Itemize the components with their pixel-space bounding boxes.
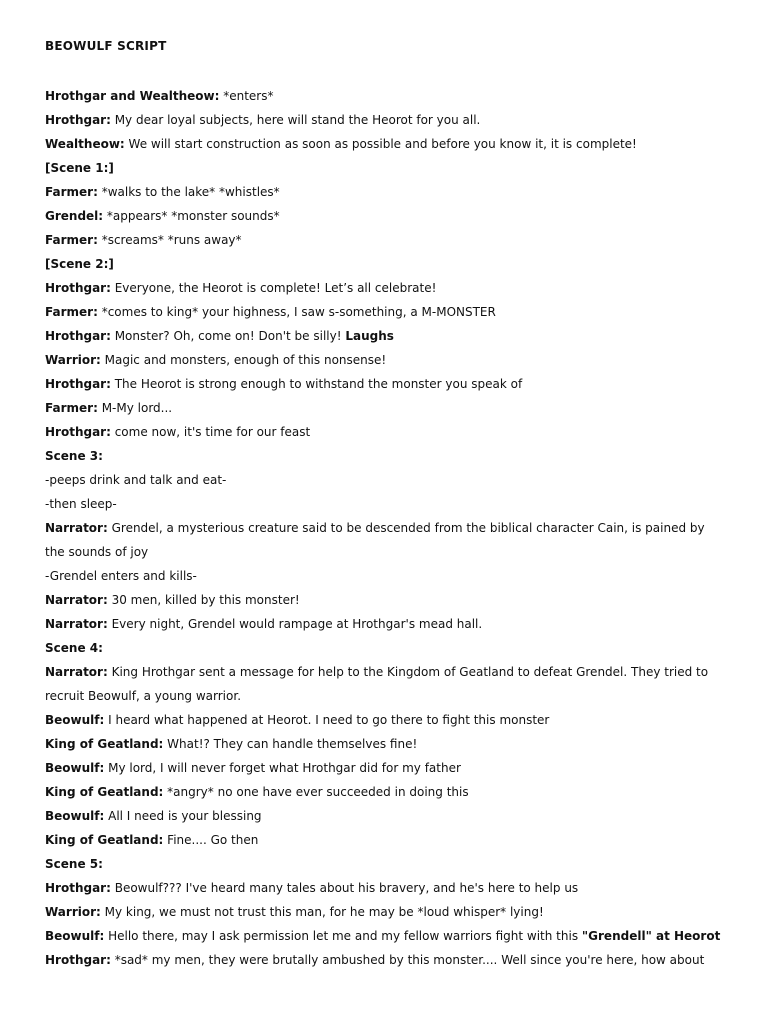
dialogue-text: We will start construction as soon as possible and before you know it, it is complete! [124,137,637,151]
dialogue-text: *sad* my men, they were brutally ambushed by this monster.... Well since you're here, how about [110,953,705,967]
dialogue-text: What!? They can handle themselves fine! [163,737,418,751]
speaker-name: Hrothgar and Wealtheow: [45,89,220,103]
script-title: BEOWULF SCRIPT [45,39,167,53]
speaker-name: Narrator: [45,593,108,607]
speaker-name: Farmer: [45,305,98,319]
speaker-name: Scene 5: [45,857,103,871]
script-line [45,423,725,447]
speaker-name: Warrior: [45,905,101,919]
script-line [45,615,725,639]
script-body [45,87,725,975]
script-line [45,279,725,303]
dialogue-text: -peeps drink and talk and eat- [45,473,227,487]
dialogue-text: I heard what happened at Heorot. I need to go there to fight this monster [104,713,550,727]
speaker-name: Hrothgar: [45,881,111,895]
speaker-name: Farmer: [45,401,98,415]
dialogue-text: Every night, Grendel would rampage at Hrothgar's mead hall. [107,617,483,631]
dialogue-text: -Grendel enters and kills- [45,569,197,583]
script-line [45,519,725,543]
speaker-name: Warrior: [45,353,101,367]
speaker-name: Hrothgar: [45,113,111,127]
script-line [45,351,725,375]
script-line [45,303,725,327]
script-line [45,831,725,855]
speaker-name: King of Geatland: [45,833,164,847]
dialogue-text: My lord, I will never forget what Hrothgar did for my father [104,761,461,775]
dialogue-emphasis: "Grendell" at Heorot [581,929,721,943]
script-line [45,927,725,951]
script-line [45,183,725,207]
dialogue-text: Beowulf??? I've heard many tales about his bravery, and he's here to help us [110,881,579,895]
dialogue-text: -then sleep- [45,497,117,511]
speaker-name: Narrator: [45,665,108,679]
speaker-name: Hrothgar: [45,953,111,967]
dialogue-text: come now, it's time for our feast [110,425,311,439]
speaker-name: King of Geatland: [45,785,164,799]
dialogue-text: recruit Beowulf, a young warrior. [45,689,242,703]
script-line [45,567,725,591]
script-line [45,759,725,783]
script-line [45,495,725,519]
dialogue-text: My dear loyal subjects, here will stand the Heorot for you all. [110,113,481,127]
dialogue-text: Everyone, the Heorot is complete! Let’s all celebrate! [110,281,437,295]
script-line [45,639,725,663]
dialogue-text: *walks to the lake* *whistles* [97,185,280,199]
script-line [45,255,725,279]
dialogue-text: *enters* [219,89,274,103]
dialogue-text: Magic and monsters, enough of this nonsense! [100,353,387,367]
script-line [45,447,725,471]
dialogue-text: Grendel, a mysterious creature said to be descended from the biblical character Cain, is pained by [107,521,705,535]
script-line [45,135,725,159]
script-line [45,855,725,879]
script-line [45,663,725,687]
speaker-name: Grendel: [45,209,104,223]
speaker-name: Beowulf: [45,809,105,823]
speaker-name: King of Geatland: [45,737,164,751]
speaker-name: Farmer: [45,185,98,199]
dialogue-emphasis: Laughs [345,329,394,343]
script-line [45,543,725,567]
speaker-name: [Scene 1:] [45,161,114,175]
speaker-name: Hrothgar: [45,281,111,295]
dialogue-text: the sounds of joy [45,545,149,559]
script-line [45,87,725,111]
speaker-name: Beowulf: [45,713,105,727]
speaker-name: Narrator: [45,617,108,631]
script-line [45,807,725,831]
script-line [45,375,725,399]
dialogue-text: Fine.... Go then [163,833,259,847]
dialogue-text: M-My lord... [97,401,173,415]
script-line [45,207,725,231]
dialogue-text: My king, we must not trust this man, for he may be *loud whisper* lying! [100,905,544,919]
dialogue-text: Monster? Oh, come on! Don't be silly! [110,329,346,343]
speaker-name: Hrothgar: [45,425,111,439]
dialogue-text: The Heorot is strong enough to withstand the monster you speak of [110,377,523,391]
script-line [45,471,725,495]
dialogue-text: *comes to king* your highness, I saw s-something, a M-MONSTER [97,305,496,319]
dialogue-text: *angry* no one have ever succeeded in doing this [163,785,469,799]
script-line [45,711,725,735]
script-line [45,231,725,255]
speaker-name: Beowulf: [45,929,105,943]
dialogue-text: All I need is your blessing [104,809,262,823]
script-line [45,783,725,807]
speaker-name: Hrothgar: [45,329,111,343]
script-line [45,591,725,615]
script-line [45,159,725,183]
speaker-name: Scene 3: [45,449,103,463]
script-line [45,903,725,927]
speaker-name: Beowulf: [45,761,105,775]
speaker-name: Hrothgar: [45,377,111,391]
script-line [45,399,725,423]
speaker-name: Farmer: [45,233,98,247]
dialogue-text: *appears* *monster sounds* [103,209,280,223]
dialogue-text: King Hrothgar sent a message for help to the Kingdom of Geatland to defeat Grendel. They tried to [107,665,709,679]
script-line [45,327,725,351]
dialogue-text: Hello there, may I ask permission let me and my fellow warriors fight with this [104,929,582,943]
script-line [45,687,725,711]
script-line [45,879,725,903]
speaker-name: [Scene 2:] [45,257,114,271]
script-line [45,111,725,135]
speaker-name: Scene 4: [45,641,103,655]
script-line [45,951,725,975]
speaker-name: Wealtheow: [45,137,125,151]
dialogue-text: 30 men, killed by this monster! [107,593,300,607]
speaker-name: Narrator: [45,521,108,535]
script-line [45,735,725,759]
dialogue-text: *screams* *runs away* [97,233,242,247]
